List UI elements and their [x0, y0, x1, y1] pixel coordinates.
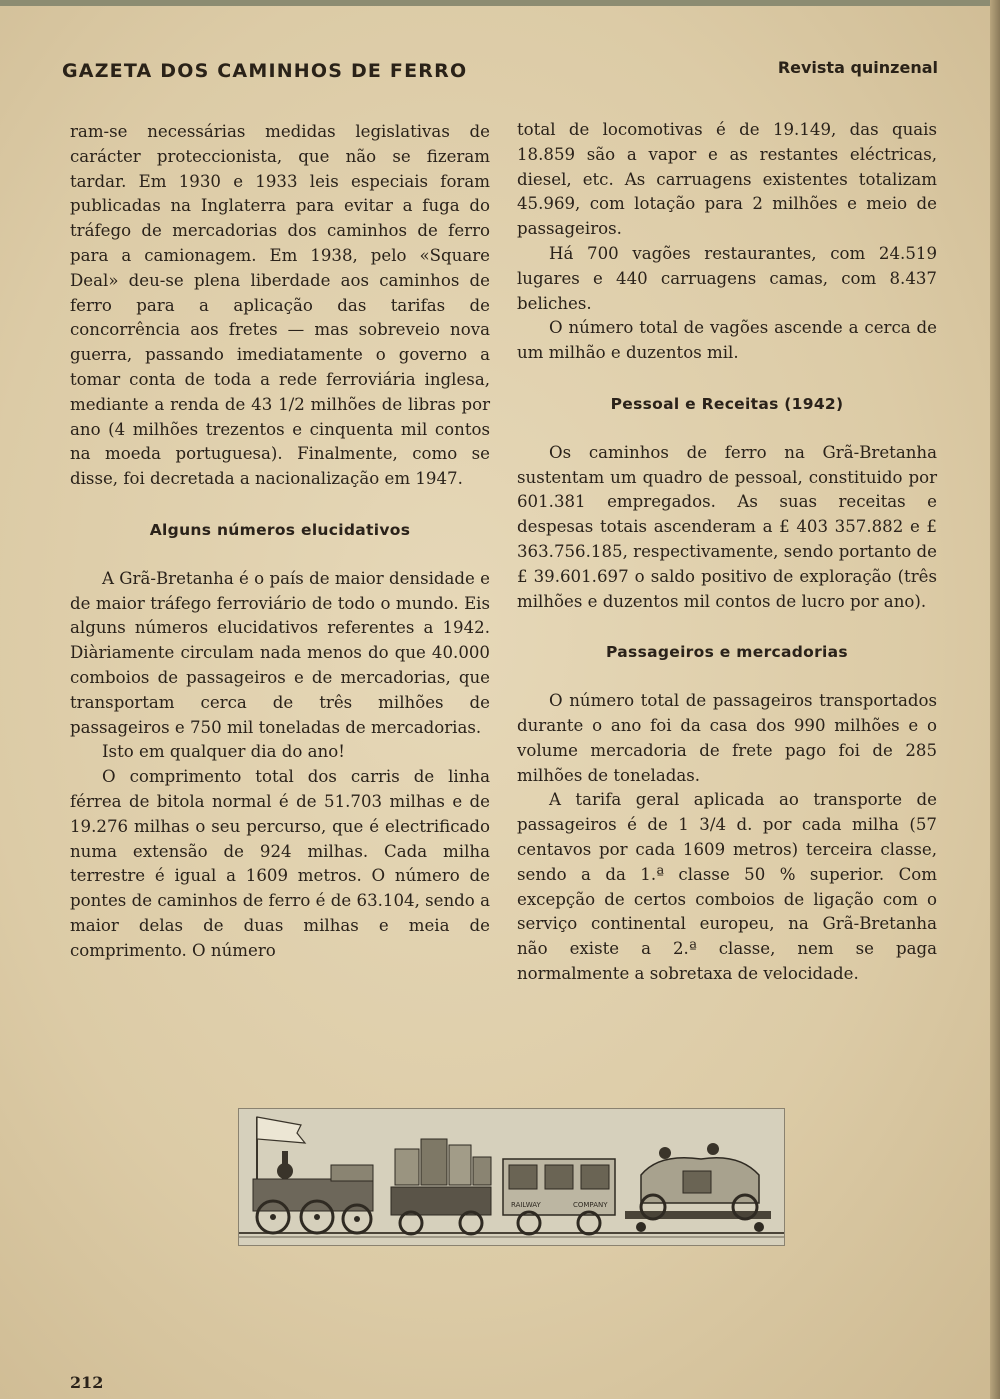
left-column	[70, 120, 490, 964]
page-binding-edge	[990, 0, 1000, 1399]
section-heading-passageiros: Passageiros e mercadorias	[606, 643, 848, 662]
left-paragraph-2: A Grã-Bretanha é o país de maior densidade e de maior tráfego ferroviário de todo o mundo. Eis alguns números elucidativos referentes a 1942. Diàriamente circulam nada menos do que 40.000 comboios de passageiros e de mercadorias, que transportam cerca de três milhões de passageiros e 750 mil toneladas de mercadorias.	[70, 568, 490, 737]
right-paragraph-6: A tarifa geral aplicada ao transporte de passageiros é de 1 3/4 d. por cada milha (57 centavos por cada 1609 metros) terceira classe, sendo a da 1.ª classe 50 % superior. Com excepção de certos comboios de ligação com o serviço continental europeu, na Grã-Bretanha não existe a 2.ª classe, nem se paga normalmente a sobretaxa de velocidade.	[517, 790, 937, 983]
page-top-edge	[0, 0, 1000, 6]
section-heading-pessoal-receitas: Pessoal e Receitas (1942)	[610, 394, 844, 413]
wagon-label-company: COMPANY	[573, 1201, 608, 1209]
page-number: 212	[70, 1373, 104, 1392]
magazine-subtitle: Revista quinzenal	[777, 58, 938, 77]
right-paragraph-4: Os caminhos de ferro na Grã-Bretanha sustentam um quadro de pessoal, constituido por 601.381 empregados. As suas receitas e despesas totais ascenderam a £ 403 357.882 e £ 363.756.185, respectivamente, sendo portanto de £ 39.601.697 o saldo positivo de exploração (três milhões e duzentos mil contos de lucro por ano).	[517, 442, 937, 611]
left-paragraph-3: Isto em qualquer dia do ano!	[102, 742, 345, 762]
left-paragraph-4: O comprimento total dos carris de linha férrea de bitola normal é de 51.703 milhas e de 19.276 milhas o seu percurso, que é electrificado numa extensão de 924 milhas. Cada milha terrestre é igual a 1609 metros. O número de pontes de caminhos de ferro é de 63.104, sendo a maior delas de duas milhas e meia de comprimento. O número	[70, 767, 490, 960]
right-paragraph-1: total de locomotivas é de 19.149, das quais 18.859 são a vapor e as restantes eléctricas, diesel, etc. As carruagens existentes totalizam 45.969, com lotação para 2 milhões e meio de passageiros.	[517, 120, 937, 239]
right-paragraph-2: Há 700 vagões restaurantes, com 24.519 lugares e 440 carruagens camas, com 8.437 beliches.	[517, 243, 937, 313]
train-drawing-icon	[239, 1109, 784, 1245]
right-paragraph-3: O número total de vagões ascende a cerca de um milhão e duzentos mil.	[517, 318, 937, 363]
section-heading-alguns-numeros: Alguns números elucidativos	[149, 520, 411, 539]
wagon-label-railway: RAILWAY	[511, 1201, 541, 1209]
magazine-title: GAZETA DOS CAMINHOS DE FERRO	[62, 60, 468, 82]
right-paragraph-5: O número total de passageiros transportados durante o ano foi da casa dos 990 milhões e o volume mercadoria de frete pago foi de 285 milhões de toneladas.	[517, 691, 937, 785]
right-column	[517, 118, 937, 987]
left-paragraph-1: ram-se necessárias medidas legislativas de carácter proteccionista, que não se fizeram tardar. Em 1930 e 1933 leis especiais foram publicadas na Inglaterra para evitar a fuga do tráfego de mercadorias dos caminhos de ferro para a camionagem. Em 1938, pelo «Square Deal» deu-se plena liberdade aos caminhos de ferro para a aplicação das tarifas de concorrência aos fretes — mas sobreveio nova guerra, passando imediatamente o governo a tomar conta de toda a rede ferroviária inglesa, mediante a renda de 43 1/2 milhões de libras por ano (4 milhões trezentos e cinquenta mil contos na moeda portuguesa). Finalmente, como se disse, foi decretada a nacionalização em 1947.	[70, 122, 490, 489]
train-illustration	[238, 1108, 785, 1246]
